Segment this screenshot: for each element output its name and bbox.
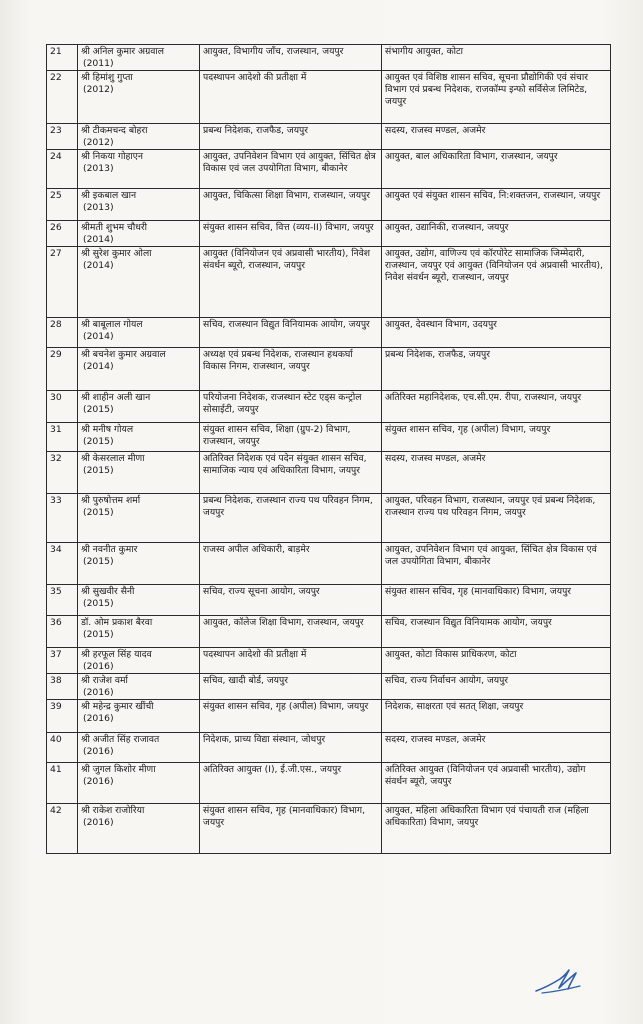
officer-name: श्री अनिल कुमार अग्रवाल [81,46,164,57]
table-row [47,452,611,494]
batch-year: (2013) [83,163,114,174]
current-posting-cell: पदस्थापन आदेशो की प्रतीक्षा में [200,71,382,124]
table-row [47,189,611,221]
officer-name: श्री निकया गोहाएन [81,151,143,162]
batch-year: (2016) [83,776,114,787]
new-posting-cell: आयुक्त, बाल अधिकारिता विभाग, राजस्थान, जयपुर [382,150,611,189]
officer-cell [78,423,200,452]
current-posting-cell: निदेशक, प्राच्य विद्या संस्थान, जोधपुर [200,733,382,763]
officer-cell [78,494,200,543]
current-posting-cell: अध्यक्ष एवं प्रबन्ध निदेशक, राजस्थान हथकर्घा विकास निगम, राजस्थान, जयपुर [200,348,382,391]
table-row [47,585,611,616]
current-posting-cell: संयुक्त शासन सचिव, वित्त (व्यय-II) विभाग, जयपुर [200,221,382,247]
serial-number-cell: 24 [47,150,78,189]
table-row [47,391,611,423]
officer-cell [78,543,200,585]
current-posting-cell: प्रबन्ध निदेशक, राजफैड, जयपुर [200,124,382,150]
new-posting-cell: आयुक्त, उद्यानिकी, राजस्थान, जयपुर [382,221,611,247]
batch-year: (2015) [83,556,114,567]
serial-number-cell: 27 [47,247,78,318]
new-posting-cell: संयुक्त शासन सचिव, गृह (अपील) विभाग, जयपुर [382,423,611,452]
new-posting-cell: संभागीय आयुक्त, कोटा [382,45,611,71]
serial-number-cell: 37 [47,648,78,674]
current-posting-cell: परियोजना निदेशक, राजस्थान स्टेट एड्स कन्ट्रोल सोसाईटी, जयपुर [200,391,382,423]
officer-cell [78,45,200,71]
serial-number-cell: 39 [47,700,78,733]
new-posting-cell: आयुक्त एवं संयुक्त शासन सचिव, नि:शक्तजन, राजस्थान, जयपुर [382,189,611,221]
table-row [47,700,611,733]
officer-cell [78,348,200,391]
current-posting-cell: संयुक्त शासन सचिव, गृह (मानवाधिकार) विभाग, जयपुर [200,804,382,854]
officer-name: श्री अजीत सिंह राजावत [81,734,160,745]
batch-year: (2015) [83,598,114,609]
officer-cell [78,189,200,221]
serial-number-cell: 29 [47,348,78,391]
officer-name: श्री सुखवीर सैनी [81,586,135,597]
officer-name: श्री बचनेश कुमार अग्रवाल [81,349,166,360]
table-row [47,494,611,543]
serial-number-cell: 36 [47,616,78,648]
batch-year: (2015) [83,507,114,518]
officer-name: श्री हिमांशु गुप्ता [81,72,133,83]
batch-year: (2013) [83,202,114,213]
officer-cell [78,648,200,674]
current-posting-cell: राजस्व अपील अधिकारी, बाड़मेर [200,543,382,585]
batch-year: (2014) [83,361,114,372]
table-body [47,45,611,854]
serial-number-cell: 30 [47,391,78,423]
batch-year: (2016) [83,746,114,757]
table-row [47,733,611,763]
officer-name: श्री राकेश राजोरिया [81,805,145,816]
current-posting-cell: अतिरिक्त निदेशक एवं पदेन संयुक्त शासन सचिव, सामाजिक न्याय एवं अधिकारिता विभाग, जयपुर [200,452,382,494]
batch-year: (2015) [83,436,114,447]
serial-number-cell: 25 [47,189,78,221]
officer-name: श्री शाहीन अली खान [81,392,151,403]
officer-cell [78,585,200,616]
new-posting-cell: सदस्य, राजस्व मण्डल, अजमेर [382,452,611,494]
officer-name: डॉ. ओम प्रकाश बैरवा [81,617,153,628]
serial-number-cell: 23 [47,124,78,150]
officer-cell [78,763,200,804]
serial-number-cell: 34 [47,543,78,585]
new-posting-cell: अतिरिक्त आयुक्त (विनियोजन एवं अप्रवासी भारतीय), उद्योग संवर्धन ब्यूरो, जयपुर [382,763,611,804]
officer-name: श्री महेन्द्र कुमार खींची [81,701,154,712]
signature-mark [532,964,584,996]
batch-year: (2014) [83,331,114,342]
new-posting-cell: आयुक्त, कोटा विकास प्राधिकरण, कोटा [382,648,611,674]
table-row [47,318,611,348]
officer-name: श्री जुगल किशोर मीणा [81,764,156,775]
table-row [47,221,611,247]
table-row [47,348,611,391]
officer-name: श्री इकबाल खान [81,190,137,201]
officer-cell [78,391,200,423]
batch-year: (2014) [83,234,114,245]
officer-cell [78,71,200,124]
serial-number-cell: 22 [47,71,78,124]
batch-year: (2012) [83,84,114,95]
batch-year: (2011) [83,58,114,69]
transfer-orders-table [46,44,611,854]
officer-name: श्री केसरलाल मीणा [81,453,145,464]
batch-year: (2016) [83,817,114,828]
new-posting-cell: आयुक्त, परिवहन विभाग, राजस्थान, जयपुर एवं प्रबन्ध निदेशक, राजस्थान राज्य पथ परिवहन निगम, जयपुर [382,494,611,543]
serial-number-cell: 28 [47,318,78,348]
officer-cell [78,700,200,733]
table-row [47,150,611,189]
current-posting-cell: आयुक्त, कॉलेज शिक्षा विभाग, राजस्थान, जयपुर [200,616,382,648]
table-row [47,763,611,804]
new-posting-cell: सदस्य, राजस्व मण्डल, अजमेर [382,124,611,150]
serial-number-cell: 26 [47,221,78,247]
serial-number-cell: 41 [47,763,78,804]
officer-cell [78,674,200,700]
new-posting-cell: प्रबन्ध निदेशक, राजफैड, जयपुर [382,348,611,391]
new-posting-cell: संयुक्त शासन सचिव, गृह (मानवाधिकार) विभाग, जयपुर [382,585,611,616]
officer-name: श्री मनीष गोयल [81,424,134,435]
officer-name: श्री नवनीत कुमार [81,544,138,555]
officer-name: श्रीमती शुभम चौधरी [81,222,148,233]
current-posting-cell: आयुक्त, चिकित्सा शिक्षा विभाग, राजस्थान, जयपुर [200,189,382,221]
batch-year: (2015) [83,404,114,415]
new-posting-cell: आयुक्त, उपनिवेशन विभाग एवं आयुक्त, सिंचित क्षेत्र विकास एवं जल उपयोगिता विभाग, बीकानेर [382,543,611,585]
officer-cell [78,733,200,763]
serial-number-cell: 33 [47,494,78,543]
officer-cell [78,616,200,648]
officer-name: श्री हरफूल सिंह यादव [81,649,152,660]
current-posting-cell: सचिव, खादी बोर्ड, जयपुर [200,674,382,700]
officer-cell [78,247,200,318]
officer-name: श्री सुरेश कुमार ओला [81,248,152,259]
serial-number-cell: 31 [47,423,78,452]
new-posting-cell: आयुक्त, महिला अधिकारिता विभाग एवं पंचायती राज (महिला अधिकारिता) विभाग, जयपुर [382,804,611,854]
new-posting-cell: अतिरिक्त महानिदेशक, एच.सी.एम. रीपा, राजस्थान, जयपुर [382,391,611,423]
batch-year: (2016) [83,661,114,672]
table-row [47,674,611,700]
new-posting-cell: आयुक्त, देवस्थान विभाग, उदयपुर [382,318,611,348]
current-posting-cell: अतिरिक्त आयुक्त (I), ई.जी.एस., जयपुर [200,763,382,804]
batch-year: (2015) [83,465,114,476]
officer-name: श्री टीकमचन्द बोहरा [81,125,148,136]
new-posting-cell: आयुक्त एवं विशिष्ठ शासन सचिव, सूचना प्रौद्योगिकी एवं संचार विभाग एवं प्रबन्ध निदेशक, राजकॉम्प इन्फो सर्विसेज लिमिटेड, जयपुर [382,71,611,124]
new-posting-cell: निदेशक, साक्षरता एवं सतत् शिक्षा, जयपुर [382,700,611,733]
officer-cell [78,318,200,348]
current-posting-cell: प्रबन्ध निदेशक, राजस्थान राज्य पथ परिवहन निगम, जयपुर [200,494,382,543]
current-posting-cell: संयुक्त शासन सचिव, शिक्षा (ग्रुप-2) विभाग, राजस्थान, जयपुर [200,423,382,452]
officer-name: श्री राजेश वर्मा [81,675,128,686]
current-posting-cell: आयुक्त, विभागीय जाँच, राजस्थान, जयपुर [200,45,382,71]
officer-cell [78,150,200,189]
current-posting-cell: सचिव, राज्य सूचना आयोग, जयपुर [200,585,382,616]
serial-number-cell: 42 [47,804,78,854]
table-row [47,247,611,318]
current-posting-cell: आयुक्त (विनियोजन एवं अप्रवासी भारतीय), निवेश संवर्धन ब्यूरो, राजस्थान, जयपुर [200,247,382,318]
new-posting-cell: सदस्य, राजस्व मण्डल, अजमेर [382,733,611,763]
new-posting-cell: सचिव, राज्य निर्वाचन आयोग, जयपुर [382,674,611,700]
serial-number-cell: 21 [47,45,78,71]
table-row [47,543,611,585]
officer-cell [78,124,200,150]
serial-number-cell: 32 [47,452,78,494]
batch-year: (2014) [83,260,114,271]
batch-year: (2015) [83,629,114,640]
serial-number-cell: 40 [47,733,78,763]
table-row [47,71,611,124]
table-row [47,804,611,854]
officer-cell [78,804,200,854]
serial-number-cell: 35 [47,585,78,616]
serial-number-cell: 38 [47,674,78,700]
new-posting-cell: सचिव, राजस्थान विद्युत विनियामक आयोग, जयपुर [382,616,611,648]
batch-year: (2012) [83,137,114,148]
current-posting-cell: सचिव, राजस्थान विद्युत विनियामक आयोग, जयपुर [200,318,382,348]
new-posting-cell: आयुक्त, उद्योग, वाणिज्य एवं कॉरपोरेट सामाजिक जिम्मेदारी, राजस्थान, जयपुर एवं आयुक्त (विनियोजन एवं अप्रवासी भारतीय), निवेश संवर्धन ब्यूरो, राजस्थान, जयपुर [382,247,611,318]
officer-cell [78,452,200,494]
current-posting-cell: पदस्थापन आदेशो की प्रतीक्षा में [200,648,382,674]
officer-cell [78,221,200,247]
table-row [47,423,611,452]
table-row [47,616,611,648]
table-row [47,45,611,71]
officer-name: श्री बाबूलाल गोयल [81,319,143,330]
officer-name: श्री पुरुषोत्तम शर्मा [81,495,141,506]
current-posting-cell: संयुक्त शासन सचिव, गृह (अपील) विभाग, जयपुर [200,700,382,733]
current-posting-cell: आयुक्त, उपनिवेशन विभाग एवं आयुक्त, सिंचित क्षेत्र विकास एवं जल उपयोगिता विभाग, बीकानेर [200,150,382,189]
batch-year: (2016) [83,713,114,724]
table-row [47,648,611,674]
batch-year: (2016) [83,687,114,698]
table-row [47,124,611,150]
